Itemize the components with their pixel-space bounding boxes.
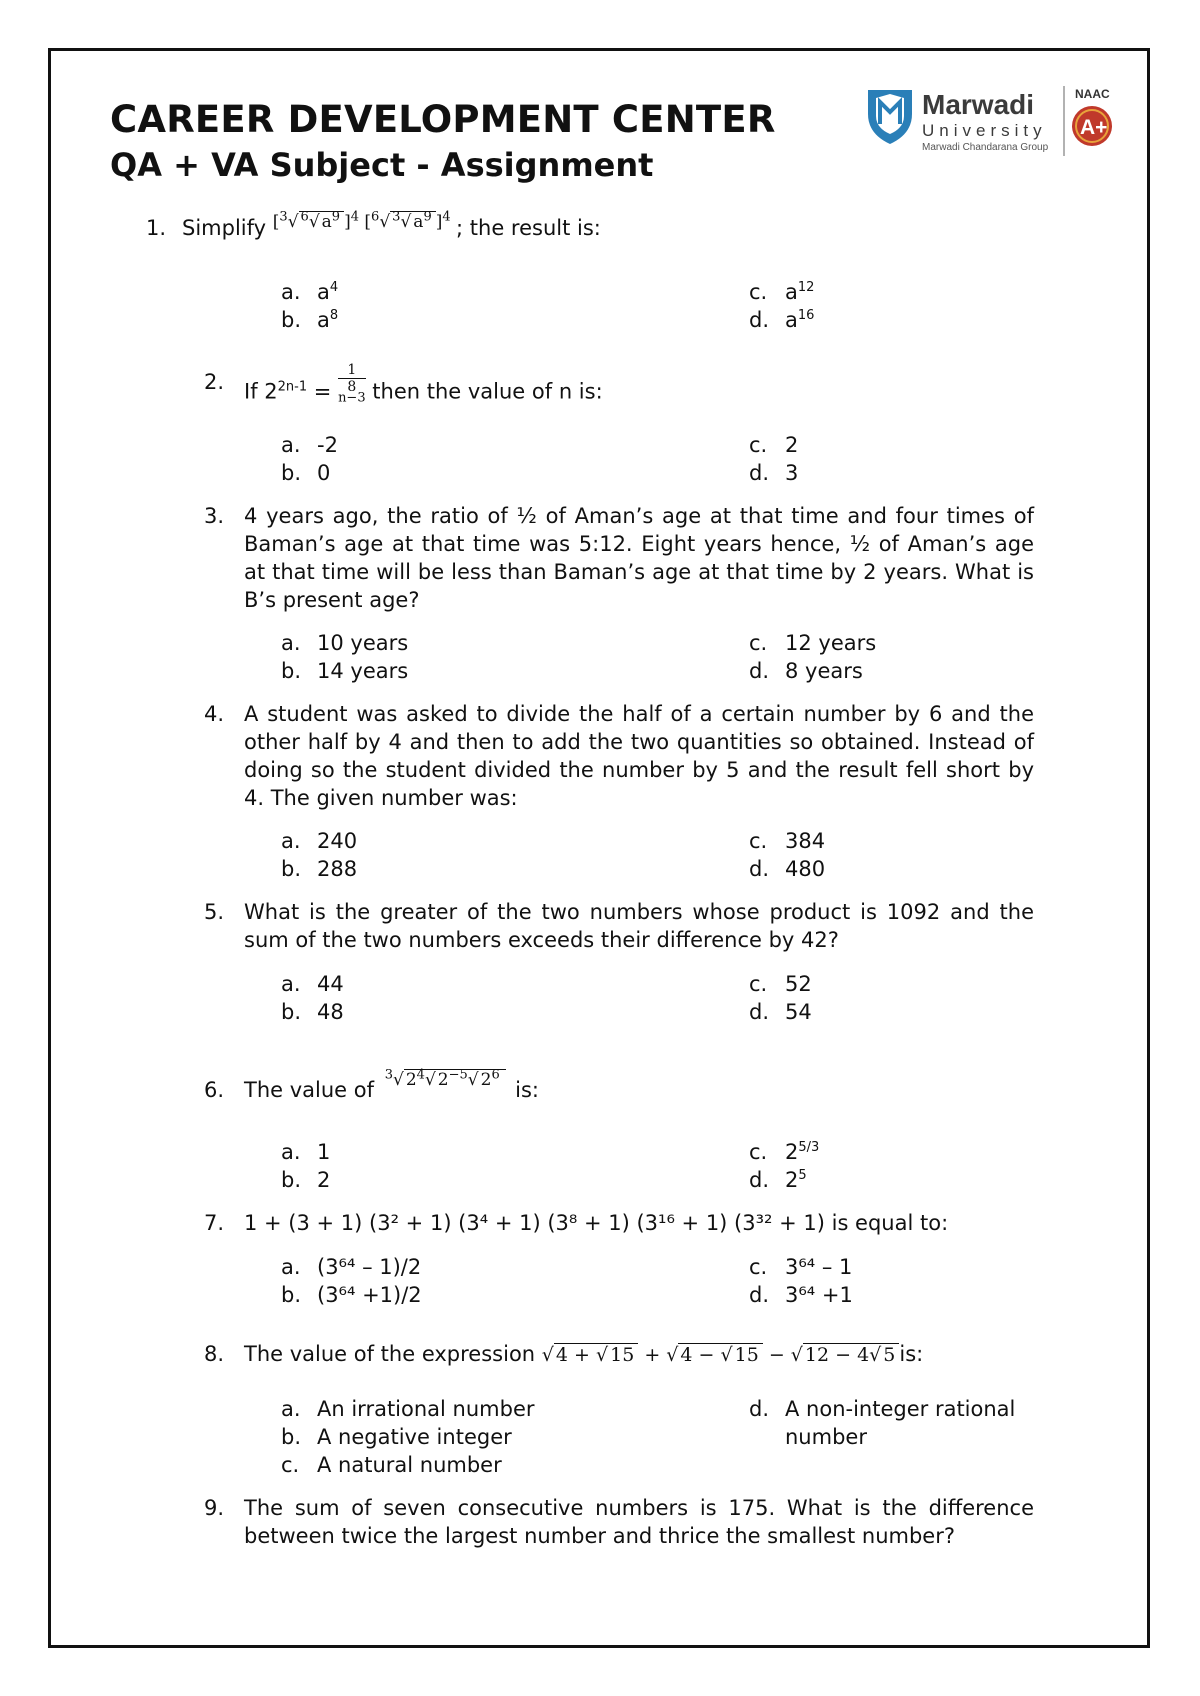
question-text: The value of the expression [244, 1342, 536, 1366]
option-a[interactable]: a. 10 years [281, 631, 409, 655]
question-text: 4 years ago, the ratio of ½ of Aman’s age at that time and four times of Baman’s age at that time was 5:12. Eight years hence, ½ of Aman’s age at that time will be less than Baman’s age at that time by 2 years. What is B’s present age? [244, 504, 1034, 612]
question-number: 4. [204, 702, 225, 726]
q8-expression: √ 4 + √ 15 + √ 4 − √ 15 − √ 12 − 4√ 5 [542, 1343, 900, 1366]
option-b[interactable]: b. 14 years [281, 659, 409, 683]
naac-label: NAAC [1075, 87, 1110, 101]
option-b[interactable]: b. (3⁶⁴ +1)/2 [281, 1283, 422, 1307]
q1-expression: [3√ 6√ a9 ]4 [6√ 3√ a9 ]4 [272, 209, 451, 232]
question-6: 6. The value of $^{^3√ 2^4√ 2^{-5}√ 2^6}$ is: [204, 1067, 539, 1102]
question-text: 1 + (3 + 1) (3² + 1) (3⁴ + 1) (3⁸ + 1) (3¹⁶ + 1) (3³² + 1) is equal to: [244, 1211, 949, 1235]
question-8: 8. The value of the expression √ 4 + √ 15 + √ 4 − √ 15 − √ 12 − 4√ 5 is: [204, 1342, 924, 1366]
option-c[interactable]: c. 52 [749, 972, 812, 996]
option-a[interactable]: a. $a^4$ [281, 280, 339, 304]
option-c[interactable]: c. 384 [749, 829, 826, 853]
university-logo [868, 84, 1124, 160]
question-4 [204, 700, 1034, 812]
option-b[interactable]: b. 48 [281, 1000, 344, 1024]
option-d[interactable]: d. 480 [749, 857, 826, 881]
option-c[interactable]: c. $2^{5/3}$ [749, 1140, 820, 1164]
page-title: CAREER DEVELOPMENT CENTER [110, 98, 776, 141]
question-text-end: ; the result is: [456, 216, 601, 240]
fraction: 1 8 $^{n-3}$ [338, 362, 366, 406]
option-d[interactable]: d. 3⁶⁴ +1 [749, 1283, 853, 1307]
question-text: A student was asked to divide the half of a certain number by 6 and the other half by 4 and then to add the two quantities so obtained. Instead of doing so the student divided the number by 5 and the result fell short by 4. The given number was: [244, 702, 1034, 810]
option-b[interactable]: b. 0 [281, 461, 331, 485]
option-a[interactable]: a. -2 [281, 433, 338, 457]
option-c[interactable]: c. 12 years [749, 631, 877, 655]
question-number: 3. [204, 504, 225, 528]
option-a[interactable]: a. 240 [281, 829, 358, 853]
option-a[interactable]: a. An irrational number [281, 1397, 535, 1421]
option-d[interactable]: d. 8 years [749, 659, 863, 683]
question-3 [204, 502, 1034, 614]
option-d[interactable]: d. $2^5$ [749, 1168, 807, 1192]
question-text: What is the greater of the two numbers whose product is 1092 and the sum of the two numbers exceeds their difference by 42? [244, 900, 1034, 952]
option-c[interactable]: c. 3⁶⁴ – 1 [749, 1255, 853, 1279]
question-text: The value of [244, 1078, 375, 1102]
q6-expression: 3√ 24√ 2−5√ 26 [385, 1070, 511, 1090]
option-c[interactable]: c. $a^{12}$ [749, 280, 815, 304]
option-a[interactable]: a. 1 [281, 1140, 331, 1164]
page-subtitle: QA + VA Subject - Assignment [110, 146, 654, 184]
question-text: If 2 [244, 379, 278, 404]
logo-name: Marwadi [922, 89, 1035, 120]
question-5 [204, 898, 1034, 954]
option-d[interactable]: d. 54 [749, 1000, 812, 1024]
option-d[interactable]: d. 3 [749, 461, 799, 485]
question-9 [204, 1494, 1034, 1550]
question-number: 2. [204, 370, 225, 394]
question-number: 1. [146, 216, 167, 240]
option-d[interactable]: d. $a^{16}$ [749, 308, 815, 332]
question-text: The sum of seven consecutive numbers is 175. What is the difference between twice the largest number and thrice the smallest number? [244, 1496, 1034, 1548]
question-number: 8. [204, 1342, 225, 1366]
question-number: 9. [204, 1496, 225, 1520]
option-b[interactable]: b. 2 [281, 1168, 331, 1192]
option-b[interactable]: b. 288 [281, 857, 358, 881]
option-b[interactable]: b. A negative integer [281, 1425, 512, 1449]
question-number: 7. [204, 1211, 225, 1235]
option-c[interactable]: c. 2 [749, 433, 799, 457]
option-b[interactable]: b. $a^8$ [281, 308, 339, 332]
option-a[interactable]: a. 44 [281, 972, 344, 996]
option-a[interactable]: a. (3⁶⁴ – 1)/2 [281, 1255, 422, 1279]
logo-sub: University [922, 121, 1047, 140]
logo-group: Marwadi Chandarana Group [922, 142, 1049, 153]
question-number: 5. [204, 900, 225, 924]
option-d[interactable]: d. A non-integer rational number [749, 1397, 1016, 1449]
option-c[interactable]: c. A natural number [281, 1453, 502, 1477]
question-2: 2. If $2^{2n-1}$ = 1 8 $^{n-3}$ then the value of n is: [204, 368, 1034, 417]
question-7 [204, 1209, 1034, 1237]
question-text: Simplify [182, 216, 267, 240]
naac-grade: A+ [1080, 116, 1108, 139]
question-number: 6. [204, 1078, 225, 1102]
question-1 [146, 209, 1034, 244]
